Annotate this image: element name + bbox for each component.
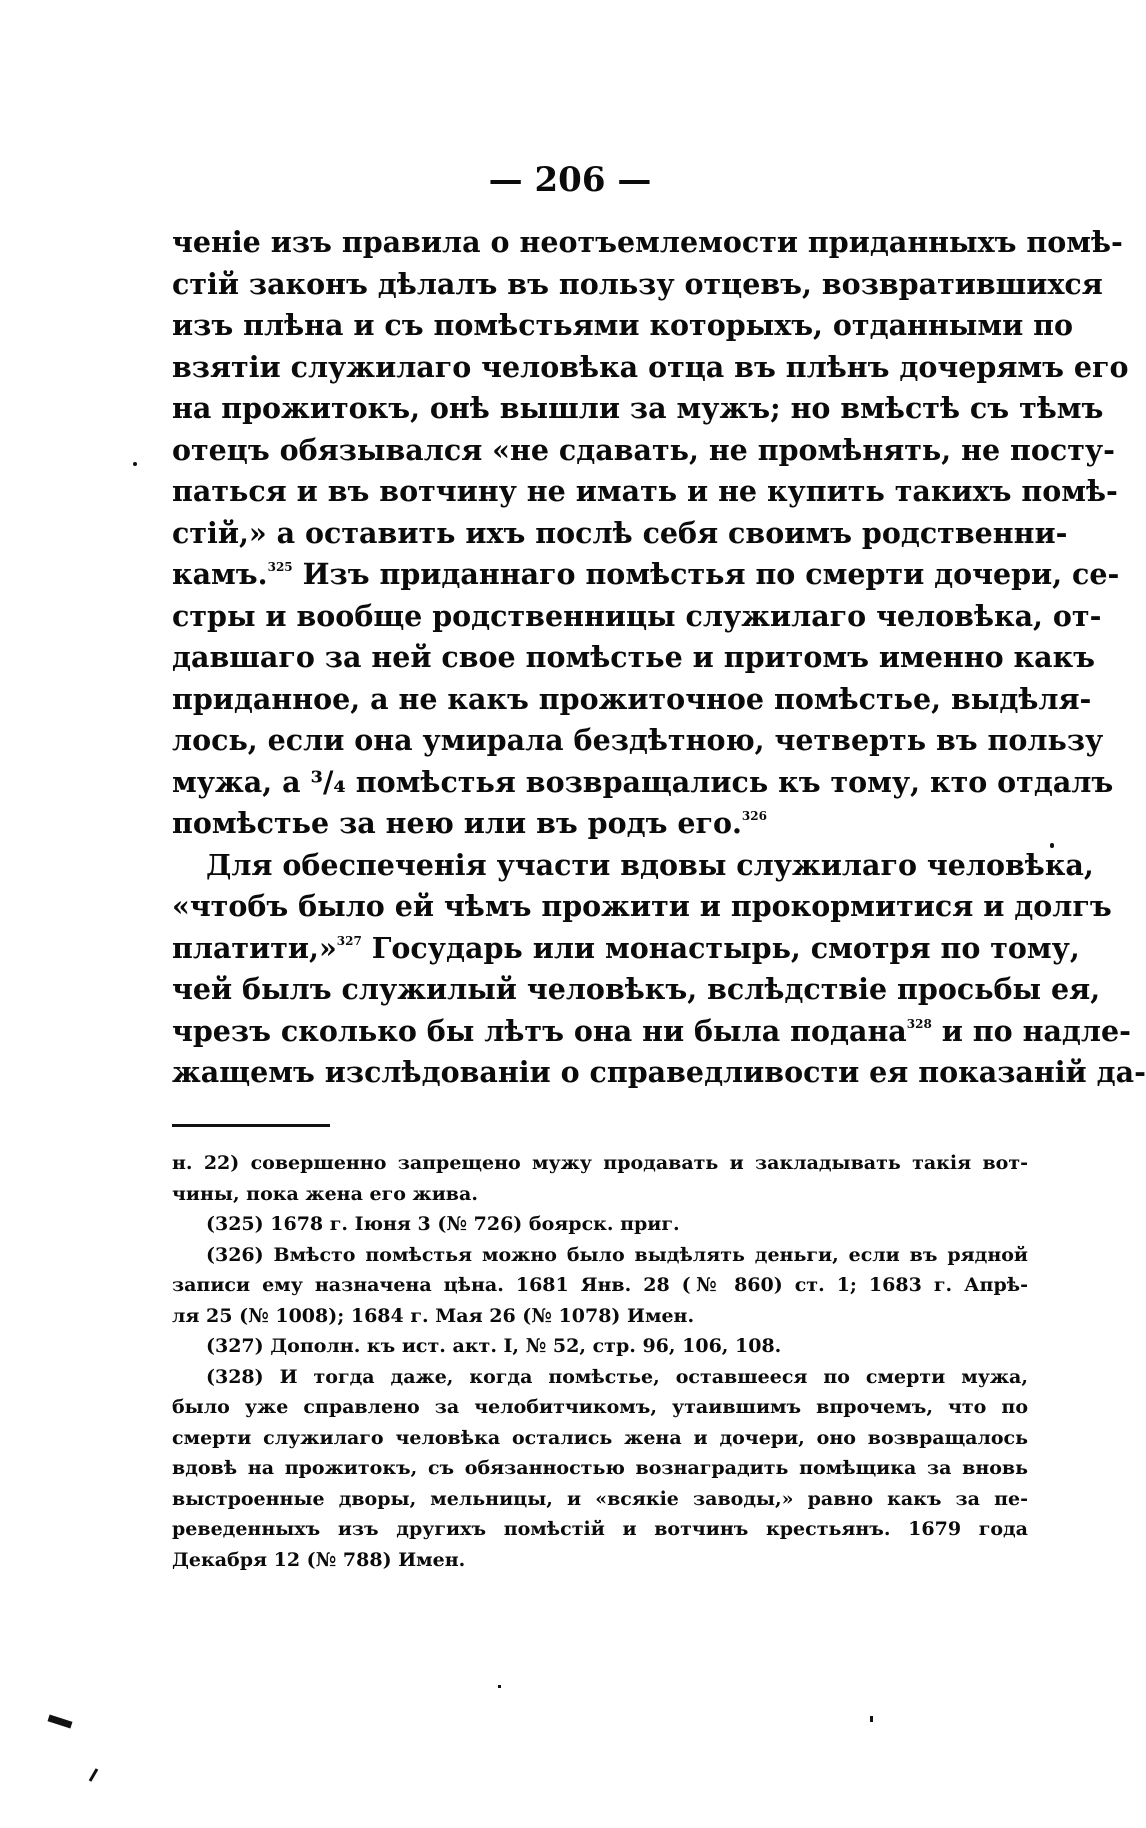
- footnote-reference: 326: [741, 809, 767, 823]
- main-text-block: [172, 222, 1146, 1094]
- scan-speck: [48, 1714, 73, 1728]
- body-line-text: платити,»: [172, 930, 337, 965]
- footnote-line: [172, 1514, 1028, 1545]
- body-line-text: помѣстье за нею или въ родъ его.: [172, 806, 742, 840]
- body-line: [172, 803, 1028, 845]
- body-line: [172, 305, 1074, 347]
- footnote-reference: 327: [336, 933, 362, 948]
- body-line: [172, 471, 1118, 513]
- scan-speck: [133, 462, 137, 466]
- footnote-line: [172, 1423, 1028, 1454]
- body-line-text: камъ.: [172, 557, 268, 591]
- body-line: [172, 845, 1094, 887]
- footnote-line: [172, 1362, 1028, 1393]
- body-line-text: изъ плѣна и съ помѣстьями которыхъ, отданными по: [172, 308, 1074, 342]
- footnote-line-text: записи ему назначена цѣна. 1681 Янв. 28 (№ 860) ст. 1; 1683 г. Апрѣ-: [172, 1274, 1028, 1296]
- body-line-text: давшаго за ней свое помѣстье и притомъ именно какъ: [172, 640, 1096, 674]
- footnote-line-text: вдовѣ на прожитокъ, съ обязанностью вознаградить помѣщика за вновь: [172, 1457, 1028, 1479]
- scan-speck: [498, 1685, 501, 1688]
- footnote-line: [172, 1240, 1028, 1271]
- body-line: [172, 596, 1102, 638]
- footnote-line: [172, 1270, 1028, 1301]
- body-line-text: приданное, а не какъ прожиточное помѣстье, выдѣля-: [172, 681, 1092, 716]
- footnote-line: [172, 1484, 1028, 1515]
- page-number: — 206 —: [488, 160, 652, 200]
- scan-speck: [870, 1716, 873, 1722]
- body-line: [172, 637, 1096, 679]
- footnote-line-text: выстроенные дворы, мельницы, и «всякіе заводы,» равно какъ за пе-: [172, 1487, 1028, 1510]
- footnote-line-text: ля 25 (№ 1008); 1684 г. Мая 26 (№ 1078) Имен.: [172, 1304, 695, 1327]
- footnote-line: [172, 1545, 1028, 1576]
- scan-speck: [1050, 843, 1054, 848]
- footnote-line: [172, 1179, 1028, 1210]
- footnote-line-text: было уже справлено за челобитчикомъ, утаившимъ впрочемъ, что по: [172, 1396, 1028, 1418]
- footnote-line: [172, 1392, 1028, 1423]
- body-line: [172, 762, 1114, 804]
- footnote-line: [172, 1453, 1028, 1484]
- body-line-text: чей былъ служилый человѣкъ, вслѣдствіе просьбы ея,: [172, 972, 1101, 1006]
- body-line: [172, 1052, 1146, 1094]
- footnote-line-text: (328) И тогда даже, когда помѣстье, оставшееся по смерти мужа,: [206, 1365, 1028, 1388]
- footnote-line-text: чины, пока жена его жива.: [172, 1182, 478, 1205]
- footnote-line: [172, 1331, 1028, 1362]
- footnote-line-text: н. 22) совершенно запрещено мужу продавать и закладывать такія вот-: [172, 1152, 1028, 1174]
- body-line: [172, 886, 1112, 928]
- body-line-text: стій,» а оставить ихъ послѣ себя своимъ родственни-: [172, 515, 1068, 550]
- body-line: [172, 554, 1120, 596]
- body-line: [172, 720, 1104, 762]
- footnote-reference: 325: [267, 560, 293, 574]
- body-line-text: взятіи служилаго человѣка отца въ плѣнъ дочерямъ его: [172, 349, 1129, 384]
- footnote-line-text: Декабря 12 (№ 788) Имен.: [172, 1548, 466, 1571]
- body-line-text-continued: Изъ приданнаго помѣстья по смерти дочери, се-: [292, 557, 1120, 591]
- footnote-line: [172, 1301, 1028, 1332]
- body-line: [172, 969, 1101, 1011]
- body-line: [172, 222, 1123, 264]
- body-line-text-continued: и по надле-: [931, 1013, 1131, 1048]
- body-line: [172, 388, 1104, 430]
- body-line: [172, 1011, 1131, 1053]
- body-line-text: «чтобъ было ей чѣмъ прожити и прокормитися и долгъ: [172, 889, 1112, 923]
- body-line-text: стры и вообще родственницы служилаго человѣка, от-: [172, 598, 1102, 633]
- footnote-line-text: (326) Вмѣсто помѣстья можно было выдѣлять деньги, если въ рядной: [206, 1243, 1028, 1266]
- footnote-line: [172, 1148, 1028, 1179]
- body-line: [172, 928, 1080, 970]
- body-line: [172, 347, 1129, 389]
- footnote-separator: [172, 1124, 330, 1127]
- body-line-text: Для обеспеченія участи вдовы служилаго человѣка,: [206, 847, 1094, 882]
- body-line: [172, 513, 1068, 555]
- footnote-reference: 328: [906, 1016, 932, 1031]
- body-line: [172, 679, 1092, 721]
- body-line-text: лось, если она умирала бездѣтною, четверть въ пользу: [172, 723, 1104, 757]
- body-line-text: жащемъ изслѣдованіи о справедливости ея показаній да-: [172, 1055, 1146, 1089]
- body-line-text: стій законъ дѣлалъ въ пользу отцевъ, возвратившихся: [172, 266, 1103, 301]
- body-line-text: на прожитокъ, онѣ вышли за мужъ; но вмѣстѣ съ тѣмъ: [172, 391, 1104, 425]
- footnote-line-text: реведенныхъ изъ другихъ помѣстій и вотчинъ крестьянъ. 1679 года: [172, 1518, 1028, 1540]
- body-line-text: чрезъ сколько бы лѣтъ она ни была подана: [172, 1013, 907, 1048]
- footnotes-block: [172, 1148, 1028, 1575]
- footnote-line-text: (325) 1678 г. Іюня 3 (№ 726) боярск. приг.: [206, 1213, 680, 1235]
- body-line-text: ченіе изъ правила о неотъемлемости приданныхъ помѣ-: [172, 225, 1123, 259]
- scan-speck: [89, 1768, 99, 1782]
- body-line: [172, 430, 1115, 472]
- body-line: [172, 264, 1103, 306]
- body-line-text: мужа, а ³/₄ помѣстья возвращались къ тому, кто отдалъ: [172, 764, 1114, 799]
- footnote-line-text: смерти служилаго человѣка остались жена и дочери, оно возвращалось: [172, 1426, 1028, 1449]
- body-line-text: отецъ обязывался «не сдавать, не промѣнять, не посту-: [172, 432, 1115, 467]
- body-line-text-continued: Государь или монастырь, смотря по тому,: [361, 930, 1080, 965]
- body-line-text: паться и въ вотчину не имать и не купить такихъ помѣ-: [172, 474, 1118, 508]
- footnote-line: [172, 1209, 1028, 1240]
- footnote-line-text: (327) Дополн. къ ист. акт. I, № 52, стр. 96, 106, 108.: [206, 1335, 782, 1357]
